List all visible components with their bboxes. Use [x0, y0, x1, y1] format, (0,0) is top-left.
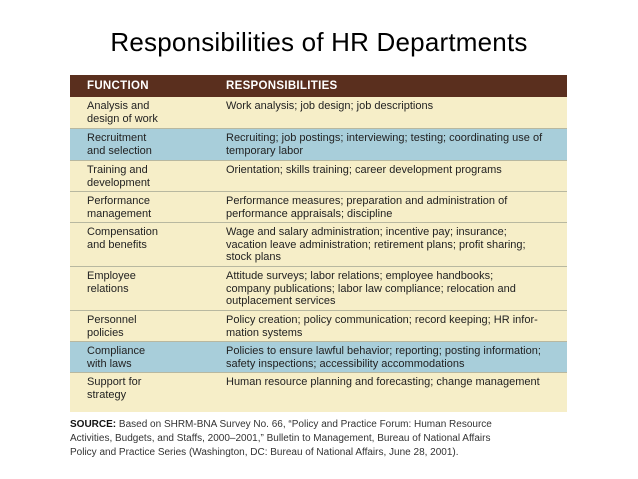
- function-cell: [70, 342, 226, 372]
- table-row: [70, 161, 567, 192]
- function-line: Compensation: [87, 226, 158, 238]
- function-cell: [70, 373, 226, 411]
- hr-responsibilities-table: [70, 75, 567, 412]
- responsibilities-line: Policies to ensure lawful behavior; reporting; posting information;: [226, 345, 541, 357]
- function-line: strategy: [87, 388, 127, 401]
- function-cell: [70, 311, 226, 341]
- function-line: Recruitment: [87, 132, 147, 144]
- responsibilities-line: Policy creation; policy communication; record keeping; HR infor-: [226, 314, 538, 326]
- responsibilities-cell: [226, 161, 567, 191]
- source-line: Policy and Practice Series (Washington, DC: Bureau of National Affairs, June 28, 2001).: [70, 447, 459, 458]
- function-line: Training and: [87, 164, 148, 176]
- source-line: Activities, Budgets, and Staffs, 2000–2001,” Bulletin to Management, Bureau of National Affairs: [70, 433, 491, 444]
- source-text: Based on SHRM-BNA Survey No. 66, “Policy and Practice Forum: Human Resource: [118, 419, 492, 430]
- table-row: [70, 192, 567, 223]
- function-line: Analysis and: [87, 100, 150, 112]
- responsibilities-line: Human resource planning and forecasting; change management: [226, 376, 540, 388]
- function-line: Employee: [87, 270, 136, 282]
- column-header-responsibilities: RESPONSIBILITIES: [226, 80, 338, 92]
- source-line: [70, 418, 540, 432]
- responsibilities-line: safety inspections; accessibility accommodations: [226, 357, 465, 370]
- table-row: [70, 311, 567, 342]
- responsibilities-cell: [226, 267, 567, 310]
- responsibilities-line: company publications; labor law compliance; relocation and: [226, 282, 516, 295]
- responsibilities-cell: [226, 97, 567, 128]
- responsibilities-cell: [226, 192, 567, 222]
- function-cell: [70, 129, 226, 160]
- function-line: and benefits: [87, 238, 147, 251]
- table-row: [70, 373, 567, 411]
- responsibilities-cell: [226, 223, 567, 266]
- responsibilities-cell: [226, 129, 567, 160]
- function-line: and selection: [87, 144, 152, 157]
- responsibilities-line: mation systems: [226, 326, 303, 339]
- responsibilities-line: Work analysis; job design; job descriptions: [226, 100, 434, 112]
- responsibilities-line: Attitude surveys; labor relations; employee handbooks;: [226, 270, 494, 282]
- table-row: [70, 129, 567, 161]
- function-line: Performance: [87, 195, 150, 207]
- responsibilities-line: outplacement services: [226, 295, 336, 307]
- responsibilities-line: temporary labor: [226, 144, 304, 157]
- responsibilities-line: vacation leave administration; retirement plans; profit sharing;: [226, 238, 526, 251]
- table-row: [70, 97, 567, 129]
- function-cell: [70, 192, 226, 222]
- table-header: [70, 75, 567, 97]
- function-line: with laws: [87, 357, 132, 370]
- source-citation: [70, 418, 540, 460]
- responsibilities-line: Performance measures; preparation and administration of: [226, 195, 508, 207]
- page-title: Responsibilities of HR Departments: [110, 27, 528, 57]
- function-line: policies: [87, 326, 124, 339]
- function-line: design of work: [87, 112, 158, 125]
- function-line: Compliance: [87, 345, 146, 357]
- source-label: SOURCE:: [70, 419, 117, 430]
- responsibilities-cell: [226, 311, 567, 341]
- function-cell: [70, 161, 226, 191]
- responsibilities-cell: [226, 342, 567, 372]
- responsibilities-line: Wage and salary administration; incentive pay; insurance;: [226, 226, 507, 238]
- responsibilities-line: stock plans: [226, 251, 282, 263]
- table-row: [70, 267, 567, 311]
- function-line: relations: [87, 282, 129, 295]
- responsibilities-cell: [226, 373, 567, 411]
- function-line: Support for: [87, 376, 142, 388]
- table-row: [70, 223, 567, 267]
- responsibilities-line: Orientation; skills training; career development programs: [226, 164, 502, 176]
- function-line: development: [87, 176, 150, 189]
- function-line: management: [87, 207, 152, 220]
- function-cell: [70, 267, 226, 310]
- function-line: Personnel: [87, 314, 137, 326]
- responsibilities-line: Recruiting; job postings; interviewing; testing; coordinating use of: [226, 132, 543, 144]
- column-header-function: FUNCTION: [87, 80, 149, 92]
- function-cell: [70, 223, 226, 266]
- function-cell: [70, 97, 226, 128]
- responsibilities-line: performance appraisals; discipline: [226, 207, 393, 220]
- table-row: [70, 342, 567, 373]
